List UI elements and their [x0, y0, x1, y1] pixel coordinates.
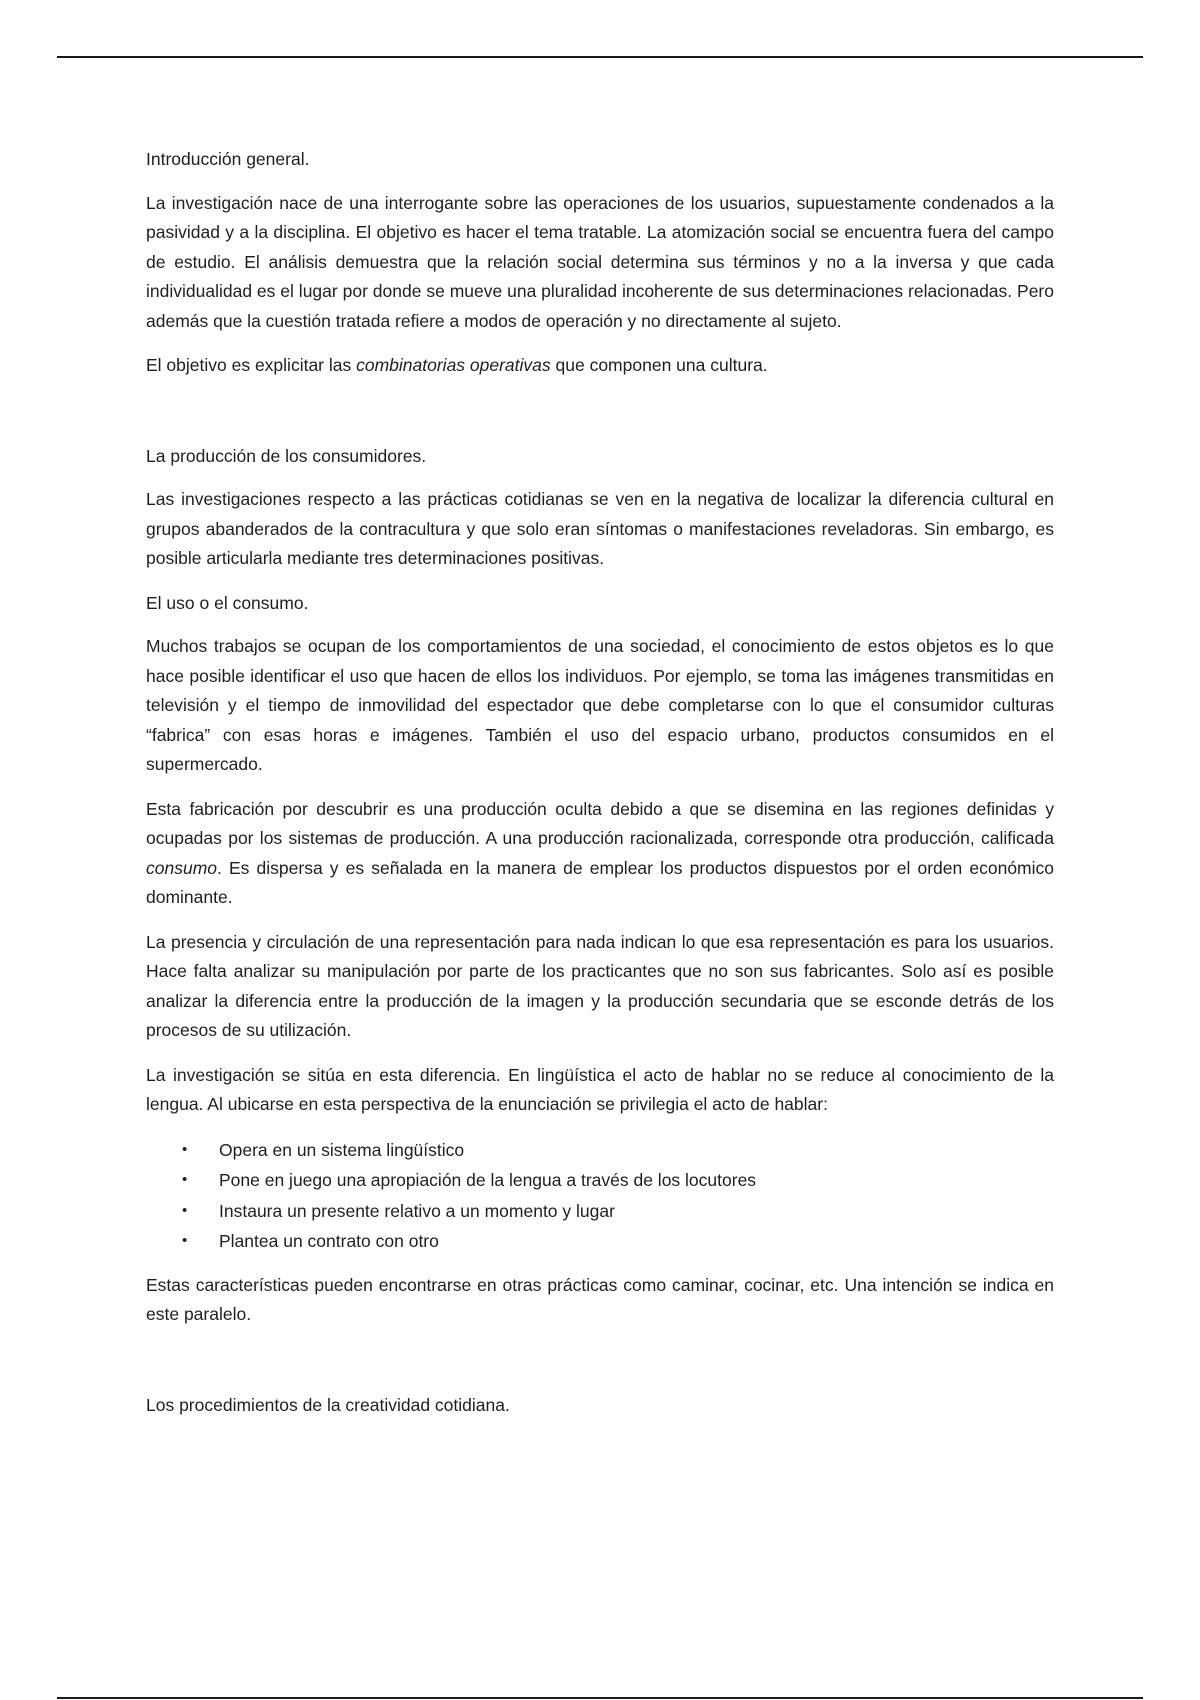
production-paragraph-4: La presencia y circulación de una representación para nada indican lo que esa representación es para los usuarios. Hace falta analizar su manipulación por parte de los practicantes que no son sus fabricantes. Solo así es posible analizar la diferencia entre la producción de la imagen y la producción secundaria que se esconde detrás de los procesos de su utilización.: [146, 931, 1054, 1040]
bullet-icon: •: [182, 1232, 188, 1249]
subheading-use: El uso o el consumo.: [146, 592, 309, 613]
section-heading-creativity: Los procedimientos de la creatividad cotidiana.: [146, 1394, 510, 1415]
section-spacer: [146, 396, 1054, 442]
footer-rule: [57, 1697, 1143, 1699]
section-heading-intro: Introducción general.: [146, 149, 310, 169]
list-item: [146, 1196, 1054, 1227]
list-item: [146, 1226, 1054, 1257]
list-item-text: Plantea un contrato con otro: [219, 1231, 439, 1251]
text-run: que componen una cultura.: [550, 355, 768, 375]
production-paragraph-2: Muchos trabajos se ocupan de los comportamientos de una sociedad, el conocimiento de estos objetos es lo que hace posible identificar el uso que hacen de ellos los individuos. Por ejemplo, se toma las imágenes transmitidas en televisión y el tiempo de inmovilidad del espectador que debe completarse con lo que el consumidor culturas “fabrica” con esas horas e imágenes. También el uso del espacio urbano, productos consumidos en el supermercado.: [146, 636, 1054, 774]
list-item: [146, 1165, 1054, 1196]
production-paragraph-5: La investigación se sitúa en esta diferencia. En lingüística el acto de hablar no se reduce al conocimiento de la lengua. Al ubicarse en esta perspectiva de la enunciación se privilegia el acto de hablar:: [146, 1064, 1054, 1114]
emphasis-text: consumo: [146, 857, 218, 878]
list-item-text: Instaura un presente relativo a un momento y lugar: [219, 1200, 615, 1221]
intro-paragraph-1: La investigación nace de una interrogante sobre las operaciones de los usuarios, supuestamente condenados a la pasividad y a la disciplina. El objetivo es hacer el tema tratable. La atomización social se encuentra fuera del campo de estudio. El análisis demuestra que la relación social determina sus términos y no a la inversa y que cada individualidad es el lugar por donde se mueve una pluralidad incoherente de sus determinaciones relacionadas. Pero además que la cuestión tratada refiere a modos de operación y no directamente al sujeto.: [146, 192, 1054, 331]
list-item-text: Pone en juego una apropiación de la lengua a través de los locutores: [219, 1170, 757, 1190]
bullet-icon: •: [182, 1201, 188, 1219]
speech-act-list: [146, 1135, 1054, 1257]
list-item-text: Opera en un sistema lingüístico: [219, 1139, 465, 1160]
production-paragraph-3: [146, 795, 1054, 913]
text-run: El objetivo es explicitar las: [146, 355, 357, 375]
header-rule: [57, 56, 1143, 58]
text-run: Esta fabricación por descubrir es una producción oculta debido a que se disemina en las regiones definidas y ocupadas por los sistemas de producción. A una producción racionalizada, corresponde otra producción, calificada: [146, 798, 1054, 848]
list-item: [146, 1135, 1054, 1166]
section-heading-production: La producción de los consumidores.: [146, 445, 427, 466]
bullet-icon: •: [182, 1140, 188, 1158]
document-body: [146, 145, 1054, 1434]
text-run: . Es dispersa y es señalada en la manera de emplear los productos dispuestos por el orden económico dominante.: [146, 857, 1054, 907]
section-spacer: [146, 1345, 1054, 1391]
emphasis-text: combinatorias operativas: [356, 355, 551, 375]
production-paragraph-6: Estas características pueden encontrarse en otras prácticas como caminar, cocinar, etc. Una intención se indica en este paralelo.: [146, 1274, 1054, 1324]
production-paragraph-1: Las investigaciones respecto a las prácticas cotidianas se ven en la negativa de localizar la diferencia cultural en grupos abanderados de la contracultura y que solo eran síntomas o manifestaciones reveladoras. Sin embargo, es posible articularla mediante tres determinaciones positivas.: [146, 489, 1054, 568]
bullet-icon: •: [182, 1171, 188, 1188]
intro-paragraph-2: [146, 351, 1054, 381]
